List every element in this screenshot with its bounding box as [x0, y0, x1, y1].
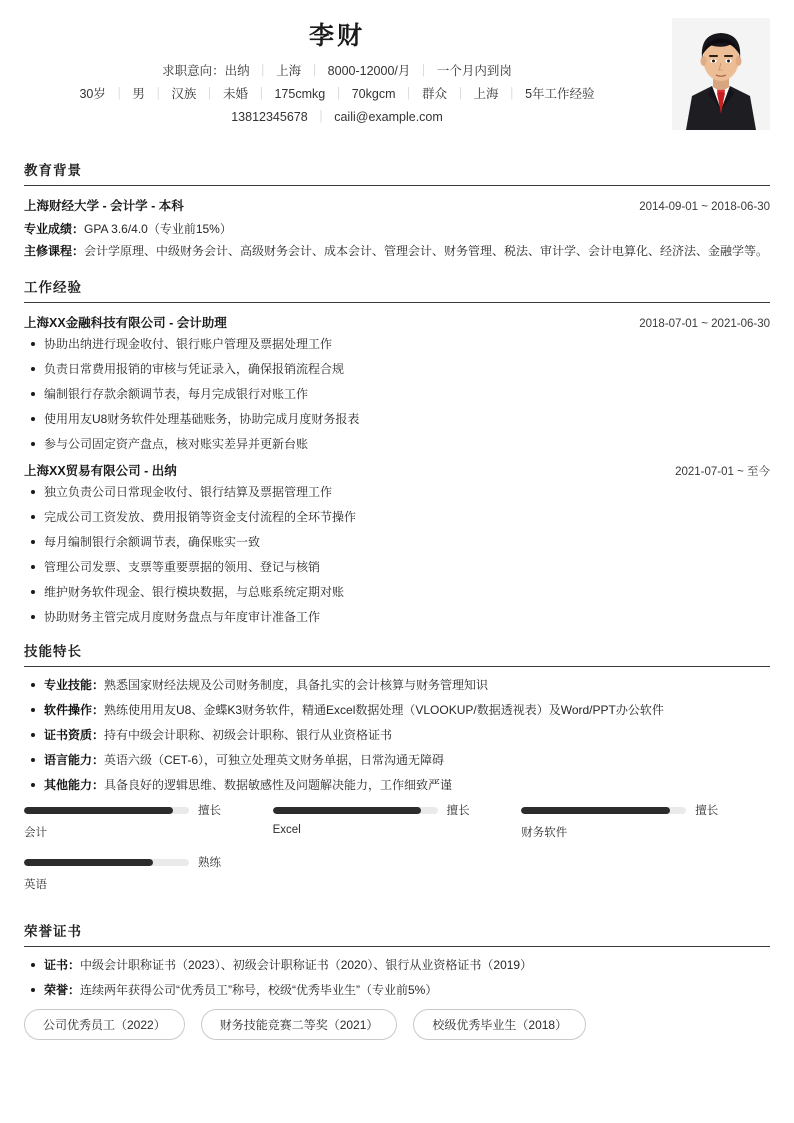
meta-separator: ｜ — [112, 87, 126, 101]
skill-item-text: 具备良好的逻辑思维、数据敏感性及问题解决能力，工作细致严谨 — [104, 778, 453, 792]
skill-item — [24, 777, 770, 794]
honor-item-text: 中级会计职称证书（2023）、初级会计职称证书（2020）、银行从业资格证书（2019） — [80, 958, 533, 972]
skill-item-label: 证书资质： — [44, 728, 105, 742]
section-skills — [24, 640, 770, 906]
meta-separator: ｜ — [417, 64, 430, 78]
education-gpa-line — [24, 219, 770, 240]
honor-item-label: 荣誉： — [44, 983, 81, 997]
skill-bar — [273, 802, 522, 840]
section-title-work: 工作经验 — [24, 280, 82, 295]
skill-item-text: 熟练使用用友U8、金蝶K3财务软件，精通Excel数据处理（VLOOKUP/数据透视表）及Word/PPT办公软件 — [104, 703, 664, 717]
education-courses-value: 会计学原理、中级财务会计、高级财务会计、成本会计、管理会计、财务管理、税法、审计学、会计电算化、经济法、金融学等。 — [84, 244, 769, 258]
header-text-block — [24, 18, 770, 129]
personal-item-1: 男 — [132, 87, 145, 101]
skill-item — [24, 702, 770, 719]
objective-item-1: 上海 — [276, 64, 302, 78]
education-title: 上海财经大学 - 会计学 - 本科 — [24, 199, 184, 213]
work-entry-date: 2018-07-01 ~ 2021-06-30 — [639, 318, 770, 330]
skill-item-label: 语言能力： — [44, 753, 105, 767]
personal-item-7: 上海 — [473, 87, 499, 101]
skill-bar-fill — [273, 807, 422, 814]
skill-bar-level: 擅长 — [695, 805, 719, 817]
skill-bar-row — [273, 802, 502, 818]
education-date: 2014-09-01 ~ 2018-06-30 — [639, 201, 770, 213]
meta-separator: ｜ — [505, 87, 519, 101]
honor-item — [24, 957, 770, 974]
honor-items-list — [24, 957, 770, 999]
personal-item-5: 70kgcm — [351, 87, 396, 101]
meta-separator: ｜ — [254, 87, 268, 101]
list-item: 维护财务软件现金、银行模块数据，与总账系统定期对账 — [24, 584, 770, 601]
skill-item — [24, 752, 770, 769]
skill-bar-track — [24, 859, 189, 866]
skill-item-label: 软件操作： — [44, 703, 105, 717]
list-item: 负责日常费用报销的审核与凭证录入，确保报销流程合规 — [24, 361, 770, 378]
skill-bar-name: 会计 — [24, 827, 47, 839]
list-item: 协助财务主管完成月度财务盘点与年度审计准备工作 — [24, 609, 770, 626]
work-entry-title: 上海XX金融科技有限公司 - 会计助理 — [24, 316, 227, 330]
skill-bar-track — [273, 807, 438, 814]
skill-item-text: 熟悉国家财经法规及公司财务制度，具备扎实的会计核算与财务管理知识 — [104, 678, 489, 692]
skill-bar — [521, 802, 770, 840]
skill-bar — [24, 802, 273, 840]
work-jobs-container — [24, 313, 770, 626]
skill-bar-fill — [521, 807, 670, 814]
objective-label: 求职意向： — [162, 64, 225, 78]
work-entry — [24, 313, 770, 453]
avatar-illustration — [672, 18, 770, 130]
education-entry-head — [24, 196, 770, 214]
meta-separator: ｜ — [203, 87, 216, 101]
skill-bar-name: 英语 — [24, 879, 47, 891]
skill-bar-level: 擅长 — [446, 805, 470, 817]
section-education — [24, 159, 770, 262]
education-gpa-value: GPA 3.6/4.0（专业前15%） — [84, 222, 232, 236]
skill-bar-level: 擅长 — [198, 805, 221, 817]
meta-separator: ｜ — [454, 87, 467, 101]
personal-item-0: 30岁 — [79, 87, 106, 101]
skill-item-label: 其他能力： — [44, 778, 105, 792]
honor-item — [24, 982, 770, 999]
avatar — [672, 18, 770, 130]
section-work-experience — [24, 276, 770, 626]
job-objective-line — [24, 60, 650, 83]
skill-bar-row — [521, 802, 750, 818]
list-item: 管理公司发票、支票等重要票据的领用、登记与核销 — [24, 559, 770, 576]
list-item: 使用用友U8财务软件处理基础账务，协助完成月度财务报表 — [24, 411, 770, 428]
education-entry — [24, 196, 770, 262]
skill-bar-name: 财务软件 — [521, 827, 568, 839]
personal-item-6: 群众 — [422, 87, 448, 101]
list-item: 编制银行存款余额调节表，每月完成银行对账工作 — [24, 386, 770, 403]
education-gpa-label: 专业成绩： — [24, 222, 85, 236]
section-divider — [24, 666, 770, 667]
page-title: 李财 — [308, 22, 365, 50]
list-item: 独立负责公司日常现金收付、银行结算及票据管理工作 — [24, 484, 770, 501]
education-courses-label: 主修课程： — [24, 244, 85, 258]
skill-item — [24, 677, 770, 694]
honor-tag[interactable]: 公司优秀员工（2022） — [24, 1009, 185, 1040]
skill-item-text: 英语六级（CET-6），可独立处理英文财务单据，日常沟通无障碍 — [104, 753, 445, 767]
resume-header — [24, 0, 770, 145]
contact-item-1: caili@example.com — [334, 110, 443, 124]
honor-item-text: 连续两年获得公司“优秀员工”称号，校级“优秀毕业生”（专业前5%） — [80, 983, 438, 997]
section-divider — [24, 946, 770, 947]
work-entry-head — [24, 313, 770, 331]
skill-bars-group — [24, 802, 770, 906]
skill-item-text: 持有中级会计职称、初级会计职称、银行从业资格证书 — [104, 728, 393, 742]
objective-item-3: 一个月内到岗 — [436, 64, 512, 78]
contact-item-0: 13812345678 — [231, 110, 308, 124]
work-duties-list — [24, 336, 770, 453]
meta-separator: ｜ — [256, 64, 270, 78]
section-divider — [24, 185, 770, 186]
meta-separator: ｜ — [332, 87, 345, 101]
list-item: 每月编制银行余额调节表，确保账实一致 — [24, 534, 770, 551]
objective-item-0: 出纳 — [224, 64, 250, 78]
section-title-skills: 技能特长 — [24, 644, 82, 659]
skill-item — [24, 727, 770, 744]
personal-item-4: 175cmkg — [274, 87, 326, 101]
skill-bar-fill — [24, 807, 173, 814]
list-item: 协助出纳进行现金收付、银行账户管理及票据处理工作 — [24, 336, 770, 353]
personal-item-8: 5年工作经验 — [525, 87, 595, 101]
honor-item-label: 证书： — [44, 958, 81, 972]
skill-bar-track — [24, 807, 189, 814]
skill-bar-row — [24, 854, 253, 870]
skill-items-list — [24, 677, 770, 794]
skill-bar-name: Excel — [272, 824, 301, 836]
work-duties-list — [24, 484, 770, 626]
skill-item-label: 专业技能： — [44, 678, 105, 692]
work-entry-title: 上海XX贸易有限公司 - 出纳 — [24, 464, 177, 478]
honor-tag[interactable]: 校级优秀毕业生（2018） — [413, 1009, 586, 1040]
meta-separator: ｜ — [314, 110, 328, 124]
meta-separator: ｜ — [308, 64, 321, 78]
work-entry-head — [24, 461, 770, 479]
honor-tag[interactable]: 财务技能竞赛二等奖（2021） — [201, 1009, 398, 1040]
skill-bar — [24, 854, 273, 892]
personal-item-3: 未婚 — [222, 87, 248, 101]
section-divider — [24, 302, 770, 303]
list-item: 参与公司固定资产盘点，核对账实差异并更新台账 — [24, 436, 770, 453]
section-honors — [24, 920, 770, 1040]
section-title-education: 教育背景 — [24, 163, 82, 178]
education-courses-line — [24, 241, 770, 262]
objective-items — [225, 64, 512, 78]
skill-bar-row — [24, 802, 253, 818]
skill-bar-level: 熟练 — [198, 857, 221, 869]
section-title-honors: 荣誉证书 — [24, 924, 82, 939]
meta-separator: ｜ — [402, 87, 416, 101]
meta-separator: ｜ — [151, 87, 165, 101]
contact-line — [24, 106, 650, 129]
work-entry — [24, 461, 770, 626]
list-item: 完成公司工资发放、费用报销等资金支付流程的全环节操作 — [24, 509, 770, 526]
personal-info-line — [24, 83, 650, 106]
skill-bar-fill — [24, 859, 153, 866]
skill-bar-track — [521, 807, 686, 814]
work-entry-date: 2021-07-01 ~ 至今 — [675, 466, 770, 478]
honor-tags-group — [24, 1009, 770, 1040]
personal-item-2: 汉族 — [171, 87, 197, 101]
objective-item-2: 8000-12000/月 — [327, 64, 411, 78]
